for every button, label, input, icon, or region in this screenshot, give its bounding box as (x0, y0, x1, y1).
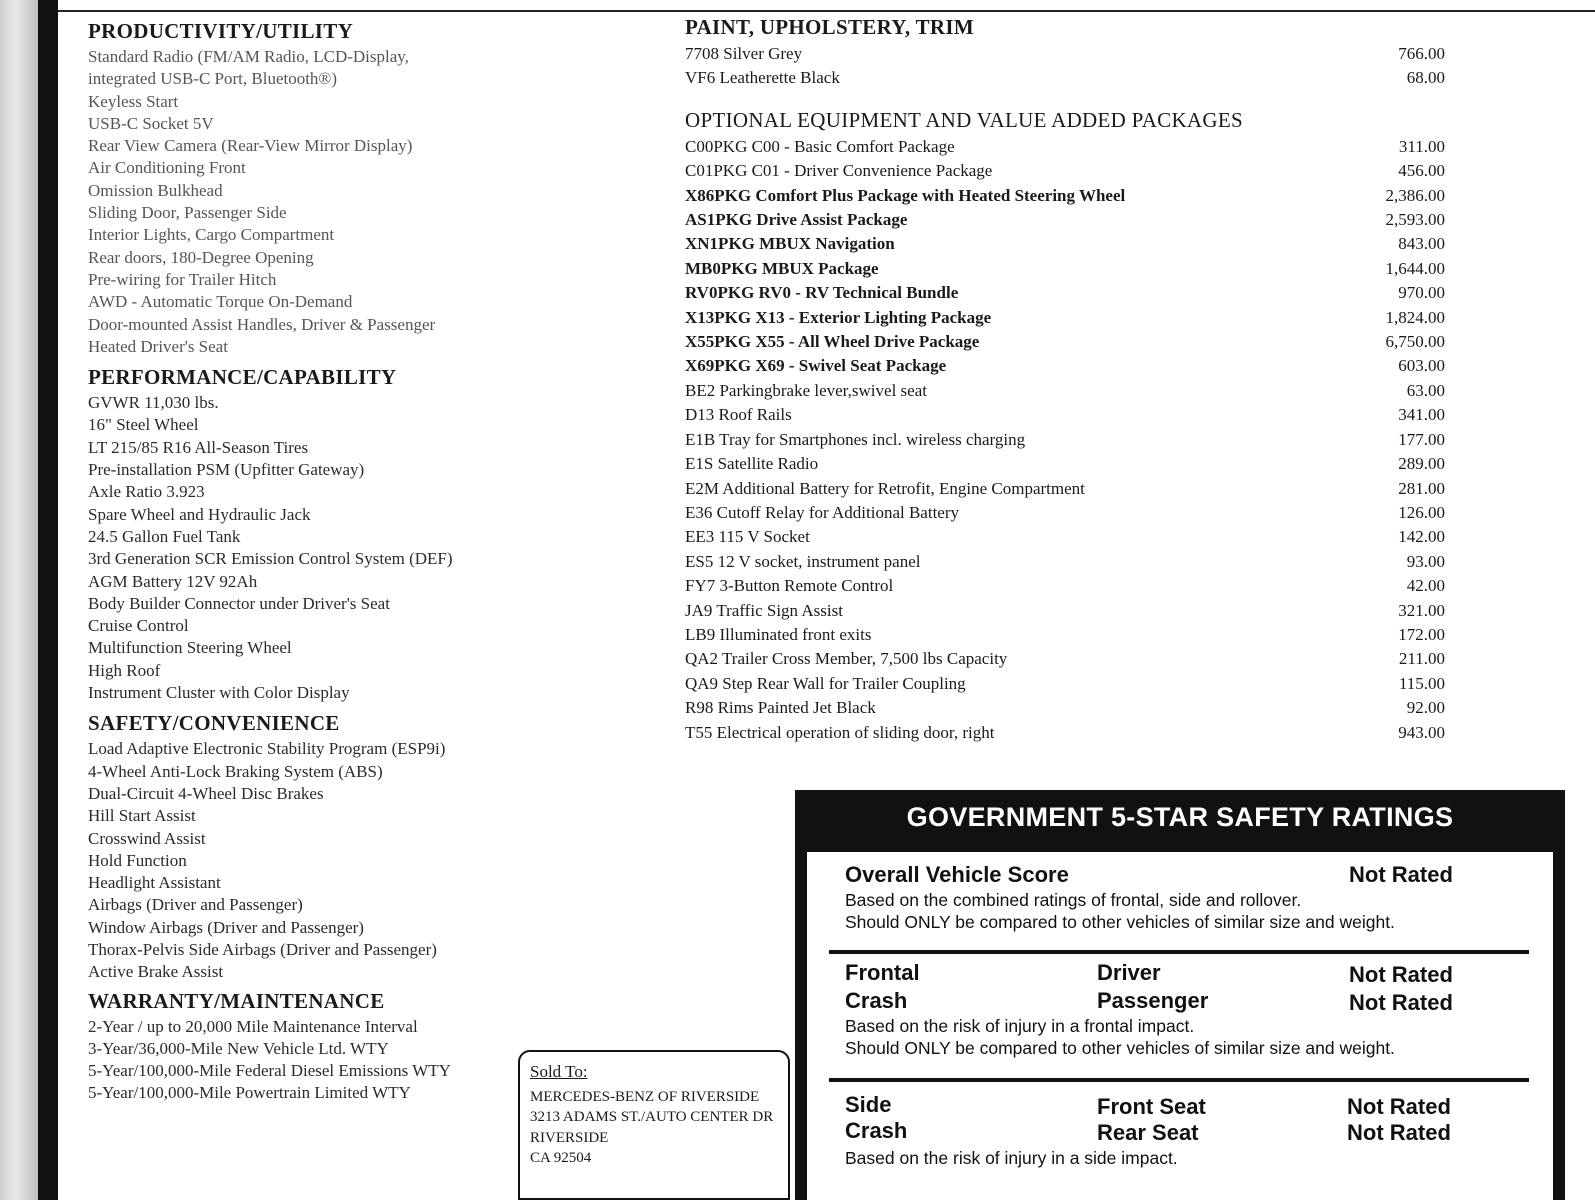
paint-row-description: VF6 Leatherette Black (685, 68, 840, 88)
performance-item: Body Builder Connector under Driver's Seat (88, 593, 390, 613)
warranty-item: 5-Year/100,000-Mile Powertrain Limited WTY (88, 1083, 411, 1103)
option-row (685, 257, 1445, 281)
safety-item: Active Brake Assist (88, 962, 224, 982)
option-row-description: E1B Tray for Smartphones incl. wireless charging (685, 429, 1026, 449)
option-row-description: R98 Rims Painted Jet Black (685, 698, 876, 718)
option-row (685, 525, 1445, 549)
option-row (685, 672, 1445, 696)
option-row-price: 341.00 (1398, 405, 1445, 425)
option-row (685, 232, 1445, 256)
frontal-crash-label: Crash (845, 988, 908, 1013)
option-row-price: 142.00 (1398, 527, 1445, 547)
overall-note: Should ONLY be compared to other vehicles of similar size and weight. (845, 912, 1395, 932)
option-row (685, 428, 1445, 452)
option-row-description: X13PKG X13 - Exterior Lighting Package (685, 307, 992, 327)
option-row (685, 306, 1445, 330)
middle-column (685, 10, 1445, 745)
productivity-item: Keyless Start (88, 91, 179, 111)
option-row-price: 456.00 (1398, 161, 1445, 181)
overall-score-value: Not Rated (1349, 862, 1453, 887)
productivity-item: USB-C Socket 5V (88, 113, 214, 133)
safety-item: Load Adaptive Electronic Stability Program (ESP9i) (88, 739, 446, 759)
option-row-description: E1S Satellite Radio (685, 454, 819, 474)
front-seat-label: Front Seat (1097, 1094, 1206, 1119)
option-row (685, 159, 1445, 183)
left-column (88, 14, 608, 1105)
rear-seat-label: Rear Seat (1097, 1120, 1199, 1145)
option-row (685, 550, 1445, 574)
paint-heading: PAINT, UPHOLSTERY, TRIM (685, 15, 974, 39)
productivity-item: Heated Driver's Seat (88, 336, 228, 356)
productivity-item: Air Conditioning Front (88, 158, 246, 178)
option-row-price: 42.00 (1406, 576, 1445, 596)
productivity-list (88, 46, 608, 358)
safety-item: Window Airbags (Driver and Passenger) (88, 917, 364, 937)
safety-section (88, 710, 608, 983)
sold-to-box (518, 1050, 790, 1200)
option-row (685, 623, 1445, 647)
productivity-item: Rear View Camera (Rear-View Mirror Display) (88, 136, 413, 156)
paint-row (685, 42, 1445, 66)
paint-row-description: 7708 Silver Grey (685, 44, 803, 63)
sold-to-line: CA 92504 (530, 1150, 592, 1166)
option-row-price: 172.00 (1398, 624, 1445, 644)
option-row (685, 135, 1445, 159)
performance-item: 3rd Generation SCR Emission Control System (DEF) (88, 549, 453, 569)
safety-item: 4-Wheel Anti-Lock Braking System (ABS) (88, 761, 383, 781)
option-row (685, 721, 1445, 745)
option-row-description: E2M Additional Battery for Retrofit, Engine Compartment (685, 478, 1085, 498)
option-row-description: EE3 115 V Socket (685, 527, 810, 547)
paint-row-price: 68.00 (1406, 68, 1445, 88)
option-row-price: 603.00 (1398, 356, 1445, 376)
sold-to-line: MERCEDES-BENZ OF RIVERSIDE (530, 1088, 760, 1105)
option-row-price: 2,593.00 (1385, 210, 1445, 230)
option-row-price: 1,644.00 (1385, 258, 1445, 278)
performance-item: Multifunction Steering Wheel (88, 638, 292, 658)
option-row (685, 330, 1445, 354)
option-row-description: FY7 3-Button Remote Control (685, 576, 894, 596)
option-row (685, 184, 1445, 208)
productivity-heading: PRODUCTIVITY/UTILITY (88, 19, 354, 43)
safety-list (88, 738, 608, 983)
option-row (685, 208, 1445, 232)
option-row-description: C01PKG C01 - Driver Convenience Package (685, 161, 993, 181)
productivity-item: Omission Bulkhead (88, 180, 223, 200)
option-row-price: 321.00 (1398, 600, 1445, 620)
option-row (685, 354, 1445, 378)
performance-item: GVWR 11,030 lbs. (88, 393, 219, 413)
safety-item: Dual-Circuit 4-Wheel Disc Brakes (88, 783, 324, 803)
option-row-description: QA2 Trailer Cross Member, 7,500 lbs Capacity (685, 649, 1008, 669)
frontal-note: Based on the risk of injury in a frontal impact. (845, 1016, 1195, 1036)
productivity-item: Door-mounted Assist Handles, Driver & Passenger (88, 314, 436, 334)
option-row-description: E36 Cutoff Relay for Additional Battery (685, 502, 960, 522)
overall-note: Based on the combined ratings of frontal, side and rollover. (845, 890, 1302, 910)
safety-ratings-panel (807, 852, 1553, 1200)
optional-heading: OPTIONAL EQUIPMENT AND VALUE ADDED PACKAGES (685, 107, 1243, 132)
safety-item: Crosswind Assist (88, 828, 206, 848)
productivity-item: Rear doors, 180-Degree Opening (88, 247, 314, 267)
option-row (685, 574, 1445, 598)
productivity-item: Pre-wiring for Trailer Hitch (88, 269, 277, 289)
performance-item: High Roof (88, 660, 161, 680)
option-row (685, 696, 1445, 720)
option-row-description: LB9 Illuminated front exits (685, 624, 872, 644)
sticker-left-edge (0, 0, 38, 1200)
option-row-description: BE2 Parkingbrake lever,swivel seat (685, 380, 927, 400)
safety-item: Hill Start Assist (88, 806, 196, 826)
side-label: Side (845, 1092, 892, 1117)
option-row-description: X69PKG X69 - Swivel Seat Package (685, 356, 947, 376)
option-row-price: 93.00 (1406, 551, 1445, 571)
paint-row (685, 66, 1445, 90)
front-seat-rating: Not Rated (1347, 1094, 1451, 1119)
passenger-label: Passenger (1097, 988, 1209, 1013)
warranty-heading: WARRANTY/MAINTENANCE (88, 988, 385, 1013)
option-row-price: 289.00 (1398, 454, 1445, 474)
performance-section (88, 364, 608, 704)
option-row-price: 843.00 (1398, 234, 1445, 254)
divider (829, 950, 1529, 954)
performance-list (88, 392, 608, 704)
productivity-item: Standard Radio (FM/AM Radio, LCD-Display, (88, 47, 409, 66)
option-row-description: D13 Roof Rails (685, 405, 792, 425)
option-row-price: 115.00 (1398, 673, 1445, 693)
safety-heading: SAFETY/CONVENIENCE (88, 711, 340, 736)
option-row-description: C00PKG C00 - Basic Comfort Package (685, 136, 955, 156)
performance-heading: PERFORMANCE/CAPABILITY (88, 365, 397, 390)
option-row-description: X55PKG X55 - All Wheel Drive Package (685, 332, 980, 352)
side-crash-label: Crash (845, 1118, 908, 1143)
optional-list (685, 135, 1445, 745)
safety-item: Headlight Assistant (88, 873, 221, 893)
productivity-item: integrated USB-C Port, Bluetooth®) (88, 69, 338, 89)
divider (829, 1078, 1529, 1082)
safety-ratings-box (795, 790, 1565, 1200)
option-row (685, 477, 1445, 501)
warranty-item: 2-Year / up to 20,000 Mile Maintenance Interval (88, 1016, 418, 1036)
performance-item: Cruise Control (88, 616, 189, 636)
option-row-description: AS1PKG Drive Assist Package (685, 210, 908, 230)
performance-item: Axle Ratio 3.923 (88, 482, 205, 502)
option-row-description: JA9 Traffic Sign Assist (685, 600, 843, 620)
safety-item: Thorax-Pelvis Side Airbags (Driver and Passenger) (88, 939, 437, 959)
option-row-price: 970.00 (1398, 283, 1445, 303)
sold-to-label: Sold To: (530, 1062, 588, 1081)
productivity-item: Interior Lights, Cargo Compartment (88, 225, 335, 245)
option-row (685, 403, 1445, 427)
option-row-price: 63.00 (1406, 380, 1445, 400)
option-row-price: 92.00 (1406, 698, 1445, 718)
option-row (685, 599, 1445, 623)
option-row (685, 281, 1445, 305)
overall-score-label: Overall Vehicle Score (845, 862, 1069, 887)
frontal-label: Frontal (845, 960, 920, 985)
option-row-description: XN1PKG MBUX Navigation (685, 234, 895, 254)
option-row-price: 211.00 (1398, 649, 1445, 669)
productivity-item: AWD - Automatic Torque On-Demand (88, 292, 353, 312)
warranty-item: 3-Year/36,000-Mile New Vehicle Ltd. WTY (88, 1038, 389, 1058)
option-row-price: 177.00 (1398, 429, 1445, 449)
option-row-price: 6,750.00 (1385, 332, 1445, 352)
performance-item: LT 215/85 R16 All-Season Tires (88, 437, 309, 457)
driver-rating: Not Rated (1349, 962, 1453, 987)
option-row (685, 501, 1445, 525)
performance-item: Pre-installation PSM (Upfitter Gateway) (88, 460, 365, 480)
option-row-price: 281.00 (1398, 478, 1445, 498)
warranty-item: 5-Year/100,000-Mile Federal Diesel Emissions WTY (88, 1061, 451, 1081)
option-row (685, 452, 1445, 476)
paint-list (685, 42, 1445, 91)
option-row-description: X86PKG Comfort Plus Package with Heated Steering Wheel (685, 185, 1126, 205)
performance-item: 16" Steel Wheel (88, 415, 199, 435)
option-row-description: QA9 Step Rear Wall for Trailer Coupling (685, 673, 966, 693)
option-row-description: T55 Electrical operation of sliding door, right (685, 722, 995, 742)
performance-item: Instrument Cluster with Color Display (88, 683, 350, 703)
option-row-description: ES5 12 V socket, instrument panel (685, 551, 921, 571)
option-row (685, 379, 1445, 403)
option-row-price: 311.00 (1398, 136, 1445, 156)
option-row-price: 2,386.00 (1385, 185, 1445, 205)
sold-to-line: 3213 ADAMS ST./AUTO CENTER DR (530, 1109, 774, 1125)
productivity-section (88, 18, 608, 358)
paint-row-price: 766.00 (1398, 44, 1445, 63)
option-row-description: RV0PKG RV0 - RV Technical Bundle (685, 283, 959, 303)
option-row-description: MB0PKG MBUX Package (685, 258, 879, 278)
passenger-rating: Not Rated (1349, 990, 1453, 1015)
option-row-price: 1,824.00 (1385, 307, 1445, 327)
safety-item: Airbags (Driver and Passenger) (88, 895, 303, 915)
performance-item: Spare Wheel and Hydraulic Jack (88, 504, 311, 524)
safety-ratings-title: GOVERNMENT 5-STAR SAFETY RATINGS (906, 802, 1454, 832)
productivity-item: Sliding Door, Passenger Side (88, 203, 287, 223)
side-note: Based on the risk of injury in a side impact. (845, 1148, 1178, 1168)
option-row (685, 647, 1445, 671)
sold-to-line: RIVERSIDE (530, 1129, 609, 1146)
rear-seat-rating: Not Rated (1347, 1120, 1451, 1145)
driver-label: Driver (1097, 960, 1161, 985)
safety-item: Hold Function (88, 850, 187, 870)
option-row-price: 126.00 (1398, 502, 1445, 522)
frontal-note: Should ONLY be compared to other vehicles of similar size and weight. (845, 1038, 1395, 1058)
performance-item: 24.5 Gallon Fuel Tank (88, 526, 241, 546)
sticker-left-bar (38, 0, 58, 1200)
performance-item: AGM Battery 12V 92Ah (88, 571, 258, 591)
option-row-price: 943.00 (1398, 722, 1445, 742)
